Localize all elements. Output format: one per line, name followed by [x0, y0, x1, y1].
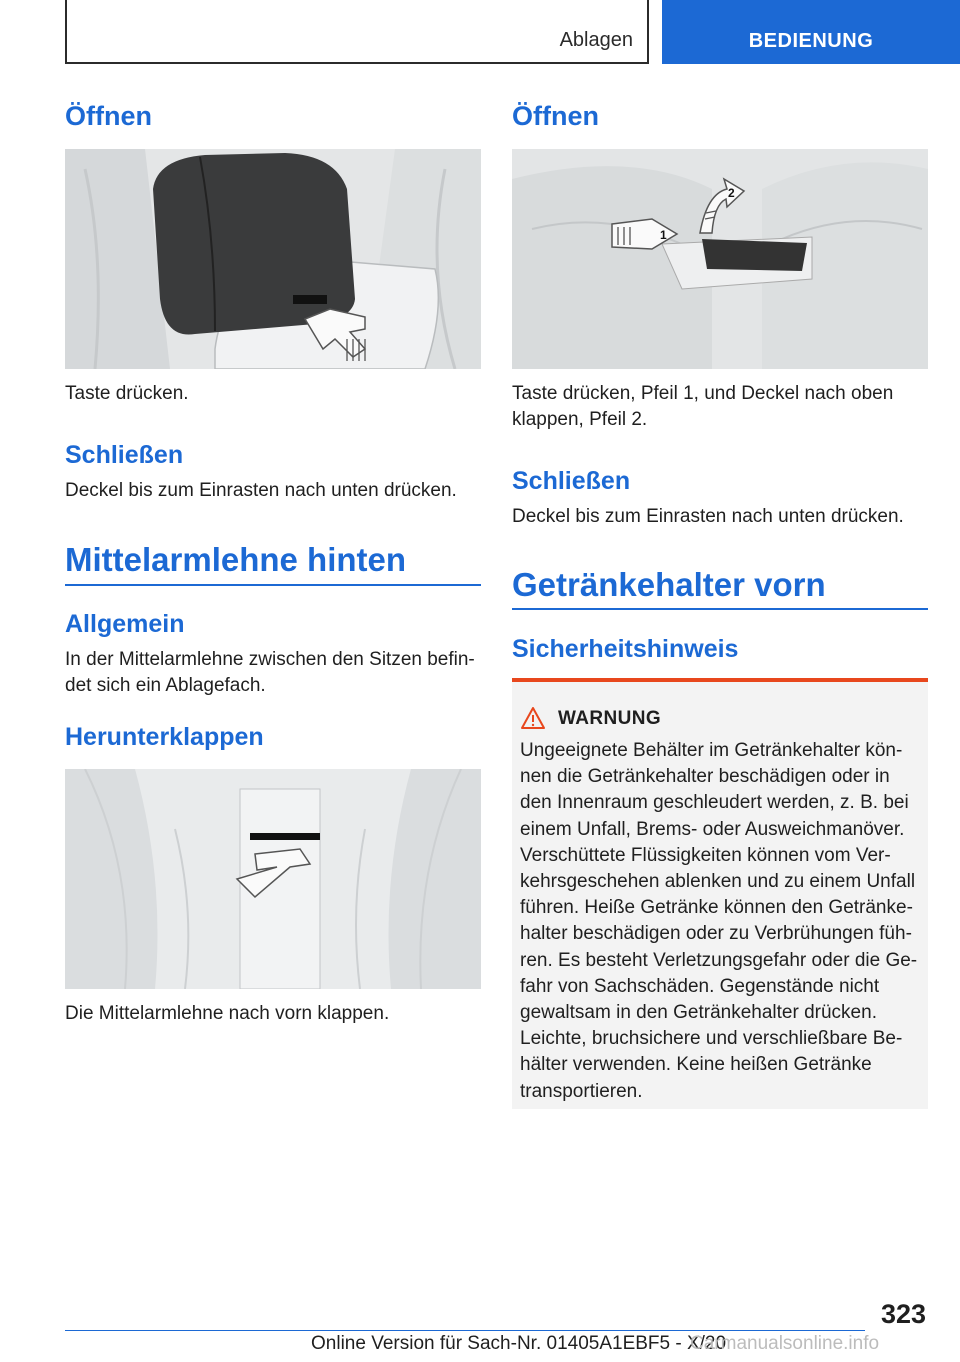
armrest-front-image [65, 149, 481, 369]
watermark: Carmanualsonline.info [690, 1333, 880, 1354]
chapter-tab: BEDIENUNG [662, 0, 960, 64]
warning-line: transportieren. [520, 1080, 643, 1102]
open-heading-right: Öffnen [512, 101, 599, 131]
warning-line: Leichte, bruchsichere und verschließbare Be- [520, 1028, 903, 1050]
general-text-line-2: det sich ein Ablagefach. [65, 675, 266, 696]
open-caption-right-line-1: Taste drücken, Pfeil 1, und Deckel nach oben [512, 383, 894, 404]
arrow-2-label: 2 [728, 186, 735, 200]
close-text-left: Deckel bis zum Einrasten nach unten drücken. [65, 480, 457, 501]
warning-line: den Innenraum geschleudert werden, z. B. bei [520, 792, 909, 814]
close-heading-left: Schließen [65, 441, 184, 469]
warning-line: nen die Getränkehalter beschädigen oder in [520, 766, 890, 788]
fold-down-heading: Herunterklappen [65, 723, 264, 751]
close-text-right: Deckel bis zum Einrasten nach unten drücken. [512, 506, 904, 527]
safety-heading: Sicherheitshinweis [512, 635, 739, 663]
open-caption-left: Taste drücken. [65, 383, 189, 404]
warning-line: Verschüttete Flüssigkeiten können vom Ver- [520, 844, 891, 866]
footer-version-text: Online Version für Sach-Nr. 01405A1EBF5 - X/20 [311, 1333, 727, 1354]
rear-armrest-heading: Mittelarmlehne hinten [65, 541, 407, 578]
footer-rule [65, 1330, 865, 1331]
warning-line: gewaltsam in den Getränkehalter drücken. [520, 1002, 877, 1024]
warning-title: WARNUNG [558, 708, 662, 729]
page-number: 323 [880, 1299, 926, 1329]
warning-line: halter beschädigen oder zu Verbrühungen füh- [520, 923, 912, 945]
general-text-line-1: In der Mittelarmlehne zwischen den Sitzen befin- [65, 649, 475, 670]
warning-line: fahr von Sachschäden. Gegenstände nicht [520, 975, 880, 997]
rear-armrest-image [512, 149, 928, 369]
heading-rule-right [512, 608, 928, 610]
warning-box [512, 678, 928, 1109]
general-heading: Allgemein [65, 610, 185, 638]
armrest-front-illustration [65, 149, 481, 369]
cupholder-heading: Getränkehalter vorn [512, 566, 826, 603]
warning-line: einem Unfall, Brems- oder Ausweichmanöver. [520, 818, 905, 840]
warning-triangle-icon [520, 706, 546, 730]
open-heading-left: Öffnen [65, 101, 152, 131]
arrow-1-label: 1 [660, 228, 667, 242]
warning-line: führen. Heiße Getränke können den Getränke- [520, 897, 913, 919]
fold-down-caption: Die Mittelarmlehne nach vorn klappen. [65, 1003, 390, 1024]
rear-seat-image [65, 769, 481, 989]
warning-line: Ungeeignete Behälter im Getränkehalter kön- [520, 740, 903, 761]
header-section-box [65, 0, 649, 64]
heading-rule [65, 584, 481, 586]
warning-text [520, 738, 920, 1105]
warning-line: ren. Es besteht Verletzungsgefahr oder die Ge- [520, 949, 918, 971]
header-section-label: Ablagen [559, 29, 633, 51]
rear-armrest-illustration [512, 149, 928, 369]
warning-line: kehrsgeschehen ablenken und zu einem Unfall [520, 871, 916, 893]
rear-seat-illustration [65, 769, 481, 989]
warning-line: hälter verwenden. Keine heißen Getränke [520, 1054, 872, 1076]
open-caption-right-line-2: klappen, Pfeil 2. [512, 409, 648, 430]
close-heading-right: Schließen [512, 467, 631, 495]
